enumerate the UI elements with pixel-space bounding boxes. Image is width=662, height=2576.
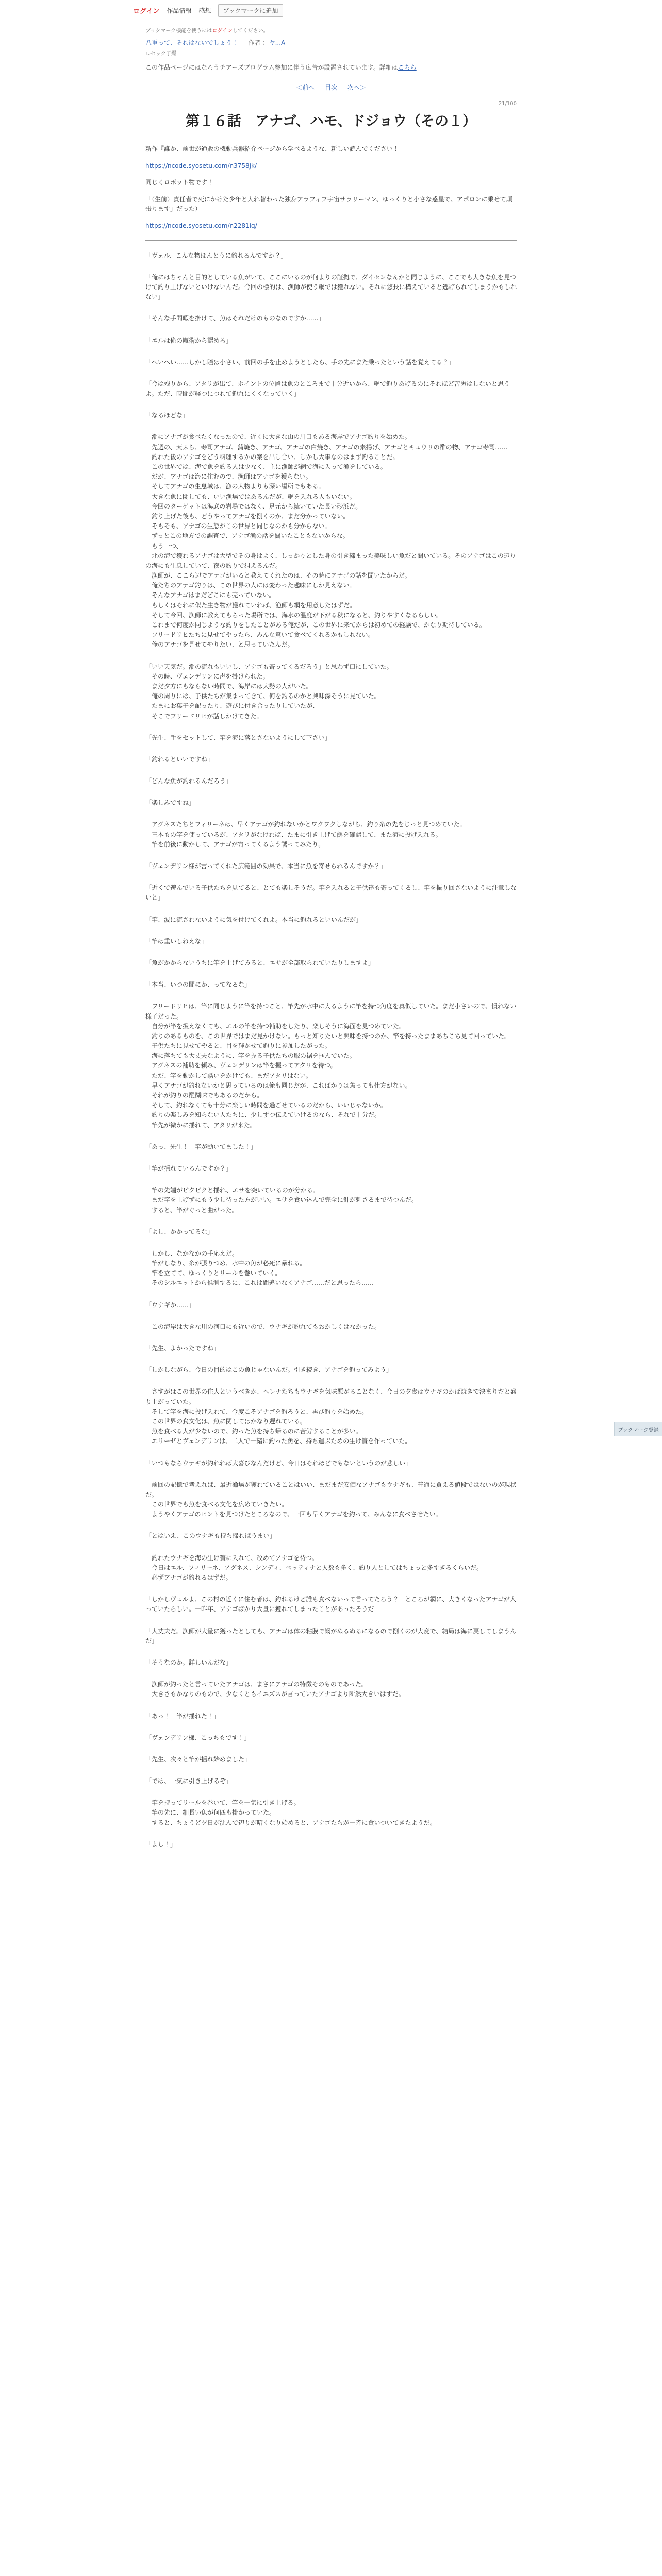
body-paragraph: 「エルは俺の魔術から認めろ」 <box>145 336 233 344</box>
table-of-contents-link[interactable]: 目次 <box>324 84 337 91</box>
top-navigation-bar <box>0 0 662 21</box>
body-paragraph: 「先生、手をセットして、竿を海に落とさないようにして下さい」 <box>145 734 331 741</box>
body-paragraph: 「大丈夫だ。漁師が大量に獲ったとしても、アナゴは体の粘膜で網がぬるぬるになるので捌くのが大変で、結局は海に戻してしまうんだ」 <box>145 1627 517 1645</box>
body-paragraph: 「釣れるといいですね」 <box>145 755 214 763</box>
nav-reviews-link[interactable]: 感想 <box>198 7 211 14</box>
notice-login-link[interactable]: ログイン <box>212 28 233 34</box>
body-paragraph: 「そんな手間暇を掛けて、魚はそれだけのものなのですか……」 <box>145 315 325 323</box>
body-paragraph: 「なるほどな」 <box>145 412 189 419</box>
body-paragraph: 「楽しみですね」 <box>145 799 195 807</box>
body-paragraph: 「では、一気に引き上げるぞ」 <box>145 1777 233 1785</box>
chapter-title: 第１６話 アナゴ、ハモ、ドジョウ（その１） <box>185 113 477 129</box>
notice-prefix: ブックマーク機能を使うには <box>145 28 212 34</box>
body-paragraph: 「あっ！ 竿が揺れた！」 <box>145 1712 220 1720</box>
body-paragraph: この海岸は大きな川の河口にも近いので、ウナギが釣れてもおかしくはなかった。 <box>145 1323 380 1330</box>
page-number: 21/100 <box>498 101 517 107</box>
body-paragraph: 「どんな魚が釣れるんだろう」 <box>145 777 233 785</box>
body-paragraph: 「竿が揺れているんですか？」 <box>145 1164 233 1172</box>
body-paragraph: アグネスたちとフィリーネは、早くアナゴが釣れないかとワクワクしながら、釣り糸の先をじっと見つめていた。 三本もの竿を使っているが、アタリがなければ、たまに引き上げて餌を確認して、また海に投げ入れる。 竿を前後に動かして、アナゴが寄ってくるよう誘ってみたり。 <box>152 821 466 848</box>
prev-chapter-link[interactable]: ＜前へ <box>296 84 315 91</box>
body-paragraph: 「ウナギか……」 <box>145 1301 195 1309</box>
body-paragraph: 「竿は重いしねえな」 <box>145 937 208 945</box>
nav-work-info-link[interactable]: 作品情報 <box>167 7 192 14</box>
bookmark-side-tab[interactable]: ブックマーク登録 <box>614 1422 662 1436</box>
preface-line: 「（生前）責任者で死にかけた少年と入れ替わった独身アラフィフ宇宙サラリーマン、ゆっくりと小さな惑星で、アポロンに乗せて頑張ります」だった） <box>145 195 512 213</box>
body-paragraph: 「へいへい……しかし瞳は小さい、前回の手を止めようとしたら、手の先にまた乗ったという話を覚えてる？」 <box>145 358 455 366</box>
next-chapter-link[interactable]: 次へ＞ <box>347 84 366 91</box>
body-paragraph: 竿の先端がピクピクと揺れ、エサを突いているのが分かる。 まだ竿を上げずにもう少し待った方がいい。エサを食い込んで完全に針が刺さるまで待つんだ。 すると、竿がぐっと曲がった。 <box>152 1187 418 1214</box>
author-prefix: 作者： <box>248 39 267 46</box>
bookmark-login-notice <box>145 26 517 34</box>
body-paragraph: 「とはいえ、このウナギも持ち帰ればうまい」 <box>145 1532 276 1540</box>
body-paragraph: しかし、なかなかの手応えだ。 竿がしなり、糸が張りつめ、水中の魚が必死に暴れる。 竿を立てて、ゆっくりとリールを巻いていく。 そのシルエットから推測するに、これは間違いなくアナゴ……だと思ったら…… <box>152 1249 374 1287</box>
preface-link[interactable]: https://ncode.syosetu.com/n2281iq/ <box>145 222 257 229</box>
notice-suffix: してください。 <box>232 28 269 34</box>
body-paragraph: 釣れたウナギを海の生け簀に入れて、改めてアナゴを待つ。 今日はエル、フィリーネ、アグネス、シンディ、ベッティナと人数も多く、釣り人としてはちょっと多すぎるくらいだ。 必ずアナゴが釣れるはずだ。 <box>152 1554 483 1581</box>
body-paragraph: 「いつもならウナギが釣れれば大喜びなんだけど、今日はそれほどでもないというのが悲しい」 <box>145 1459 412 1467</box>
body-paragraph: 「ヴェンデリン様、こっちもです！」 <box>145 1734 251 1741</box>
body-paragraph: 「今は残りから、アタリが出て、ポイントの位置は魚のところまで十分近いから、網で釣りあげるのにそれほど苦労はしないと思うよ。ただ、時間が経つにつれて釣れにくくなっていく」 <box>145 380 510 398</box>
body-paragraph: 潮にアナゴが食べたくなったので、近くに大きな山の川口もある海岸でアナゴ釣りを始めた。 先週の、天ぷら、寿司アナゴ、蒲焼き、アナゴ、アナゴの白焼き、アナゴの素揚げ、アナゴとキュウリの酢の物、アナゴ寿司…… 釣れた後のアナゴをどう料理するかの案を出し合い、しかし大事なのはまず釣ることだ。 この世界では、海で魚を釣る人は少なく、主に漁師が網で海に入って漁をしている。 だが、アナゴは海に住むので、漁師はアナゴを獲らない。 そしてアナゴの生息域は、漁の大物よりも深い場所でもある。 大きな魚に関しても、いい漁場ではあるんだが、網を入れる人もいない。 今回のターゲットは海底の岩場ではなく、足元から続いていた長い砂浜だ。 釣り上げた後も、どうやってアナゴを捌くのか、まだ分かっていない。 そもそも、アナゴの生態がこの世界と同じなのかも分からない。 ずっとこの地方での調査で、アナゴ漁の話を聞いたこともないからな。 もう一つ、 北の海で獲れるアナゴは大型でその身はよく、しっかりとした身の引き締まった美味しい魚だと聞いている。そのアナゴはこの辺りの海にも生息していて、夜の釣りで狙えるんだ。 漁師が、ここら辺でアナゴがいると教えてくれたのは、その時にアナゴの話を聞いたからだ。 俺たちのアナゴ釣りは、この世界の人には変わった趣味にしか見えない。 そんなアナゴはまだどこにも売っていない。 もしくはそれに似た生き物が獲れていれば、漁師も網を用意したはずだ。 そして今回、漁師に教えてもらった場所では、海水の温度が下がる秋になると、釣りやすくなるらしい。 これまで何度か同じような釣りをしたことがある俺だが、この世界に来てからは初めての経験で、かなり期待している。 フリードリヒたちに見せてやったら、みんな驚いて食べてくれるかもしれない。 俺のアナゴを見せてやりたい、と思っていたんだ。 <box>145 433 516 649</box>
author-link[interactable]: ヤ...A <box>269 39 286 46</box>
divider <box>145 240 517 241</box>
body-paragraph: 竿を持ってリールを巻いて、竿を一気に引き上げる。 竿の先に、細長い魚が何匹も掛かっていた。 すると、ちょうど夕日が沈んで辺りが暗くなり始めると、アナゴたちが一斉に食いついてきたようだ。 <box>152 1799 436 1826</box>
body-paragraph: フリードリヒは、竿に同じように竿を持つこと、竿先が水中に入るように竿を持つ角度を真似していた。まだ小さいので、慣れない様子だった。 自分が竿を扱えなくても、エルの竿を持つ補助をしたり、楽しそうに海面を見つめていた。 釣りのあるものを、この世界ではまだ見かけない。もっと知りたいと興味を持つのか、竿を持ったままあちこち見て回っていた。 子供たちに見せてやると、目を輝かせて釣りに参加したがった。 海に落ちても大丈夫なように、竿を握る子供たちの服の裾を掴んでいた。 アグネスの補助を頼み、ヴェンデリンは竿を握ってアタリを待つ。 ただ、竿を動かして誘いをかけても、まだアタリはない。 早くアナゴが釣れないかと思っているのは俺も同じだが、こればかりは焦っても仕方がない。 それが釣りの醍醐味でもあるのだから。 そして、釣れなくても十分に楽しい時間を過ごせているのだから、いいじゃないか。 釣りの楽しみを知らない人たちに、少しずつ伝えていけるのなら、それで十分だ。 竿先が微かに揺れて、アタリが来た。 <box>145 1003 517 1129</box>
add-bookmark-button[interactable]: ブックマークに追加 <box>218 4 283 17</box>
body-paragraph: 「しかしながら、今日の目的はこの魚じゃないんだ。引き続き、アナゴを釣ってみよう」 <box>145 1366 393 1374</box>
body-paragraph: 「本当、いつの間にか、ってなるな」 <box>145 981 251 989</box>
novel-body <box>145 251 517 1850</box>
body-paragraph: 前回の記憶で考えれば、最近漁場が獲れていることはいい、まだまだ安価なアナゴもウナギも、普通に買える値段ではないのが現状だ。 この世界でも魚を食べる文化を広めていきたい。 ようやくアナゴのヒントを見つけたところなので、一回も早くアナゴを釣って、みんなに食べさせたい。 <box>145 1481 517 1518</box>
body-paragraph: 「魚がかからないうちに竿を上げてみると、エサが全部取られていたりしますよ」 <box>145 959 375 967</box>
body-paragraph: 「よし、かかってるな」 <box>145 1228 214 1235</box>
main-content <box>145 21 517 1850</box>
body-paragraph: 「ヴェンデリン様が言ってくれた広範囲の効果で、本当に魚を寄せられるんですか？」 <box>145 862 387 870</box>
body-paragraph: 漁師が釣ったと言っていたアナゴは、まさにアナゴの特徴そのものであった。 大きさもかなりのもので、少なくともイエズスが言っていたアナゴより断然大きいはずだ。 <box>152 1681 405 1698</box>
preface <box>145 144 517 231</box>
preface-line: 同じくロボット物です！ <box>145 179 214 187</box>
work-title-link[interactable]: 八重って、それはないでしょう！ <box>145 39 238 46</box>
body-paragraph: 「そうなのか。詳しいんだな」 <box>145 1658 233 1666</box>
body-paragraph: 「あっ、先生！ 竿が動いてました！」 <box>145 1143 257 1150</box>
ad-notice <box>145 63 517 72</box>
body-paragraph: 「いい天気だ。潮の流れもいいし、アナゴも寄ってくるだろう」と思わず口にしていた。 その時、ヴェンデリンに声を掛けられた。 まだ夕方にもならない時間で、海岸には大勢の人がいた。 俺の周りには、子供たちが集まってきて、何を釣るのかと興味深そうに見ていた。 たまにお菓子を配ったり、遊びに付き合ったりしていたが、 そこでフリードリヒが話しかけてきた。 <box>145 663 393 720</box>
body-paragraph: 「ヴェル、こんな物ほんとうに釣れるんですか？」 <box>145 251 287 259</box>
preface-link[interactable]: https://ncode.syosetu.com/n3758jk/ <box>145 162 257 170</box>
body-paragraph: 「先生、よかったですね」 <box>145 1345 220 1352</box>
work-info <box>145 38 517 47</box>
body-paragraph: さすがはこの世界の住人というべきか、ヘレナたちもウナギを気味悪がることなく、今日の夕食はウナギのかば焼きで決まりだと盛り上がっていた。 そして竿を海に投げ入れて、今度こそアナゴを釣ろうと、再び釣りを始めた。 この世界の食文化は、魚に関してはかなり遅れている。 魚を食べる人が少ないので、釣った魚を持ち帰るのに苦労することが多い。 エリーゼとヴェンデリンは、二人で一緒に釣った魚を、持ち運ぶための生け簀を作っていた。 <box>145 1388 517 1445</box>
body-paragraph: 「俺にはちゃんと目的としている魚がいて、ここにいるのが何よりの証拠で、ダイセンなんかと同じように、ここでも大きな魚を見つけて釣り上げないといけないんだ。今回の標的は、漁師が使う網では獲れない。それに悠長に構えていると逃げられてしまうかもしれない」 <box>145 273 517 301</box>
body-paragraph: 「よし！」 <box>145 1840 177 1848</box>
body-paragraph: 「しかしヴェルよ、この村の近くに住む者は、釣れるけど誰も食べないって言ってたろう？ ところが網に、大きくなったアナゴが入っていたらしい。一昨年、アナゴばかり大量に獲れてしまったことがあったそうだ」 <box>145 1596 517 1613</box>
work-subtitle: ルセック子爆 <box>145 51 176 57</box>
ad-notice-details-link[interactable]: こちら <box>398 64 417 71</box>
body-paragraph: 「先生、次々と竿が揺れ始めました」 <box>145 1755 251 1763</box>
login-link[interactable]: ログイン <box>133 7 160 15</box>
preface-line: 新作『誰か、前世が通販の機動兵器紹介ページから学べるような、新しい読んでください！ <box>145 145 399 152</box>
chapter-pager <box>145 83 517 92</box>
ad-notice-text: この作品ページにはなろうチアーズプログラム参加に伴う広告が設置されています。詳細は <box>145 64 398 71</box>
body-paragraph: 「近くで遊んでいる子供たちを見てると、とても楽しそうだ。竿を入れると子供達も寄ってくるし、竿を振り回さないように注意しないと」 <box>145 884 517 902</box>
body-paragraph: 「竿、波に流されないように気を付けてくれよ。本当に釣れるといいんだが」 <box>145 916 362 923</box>
